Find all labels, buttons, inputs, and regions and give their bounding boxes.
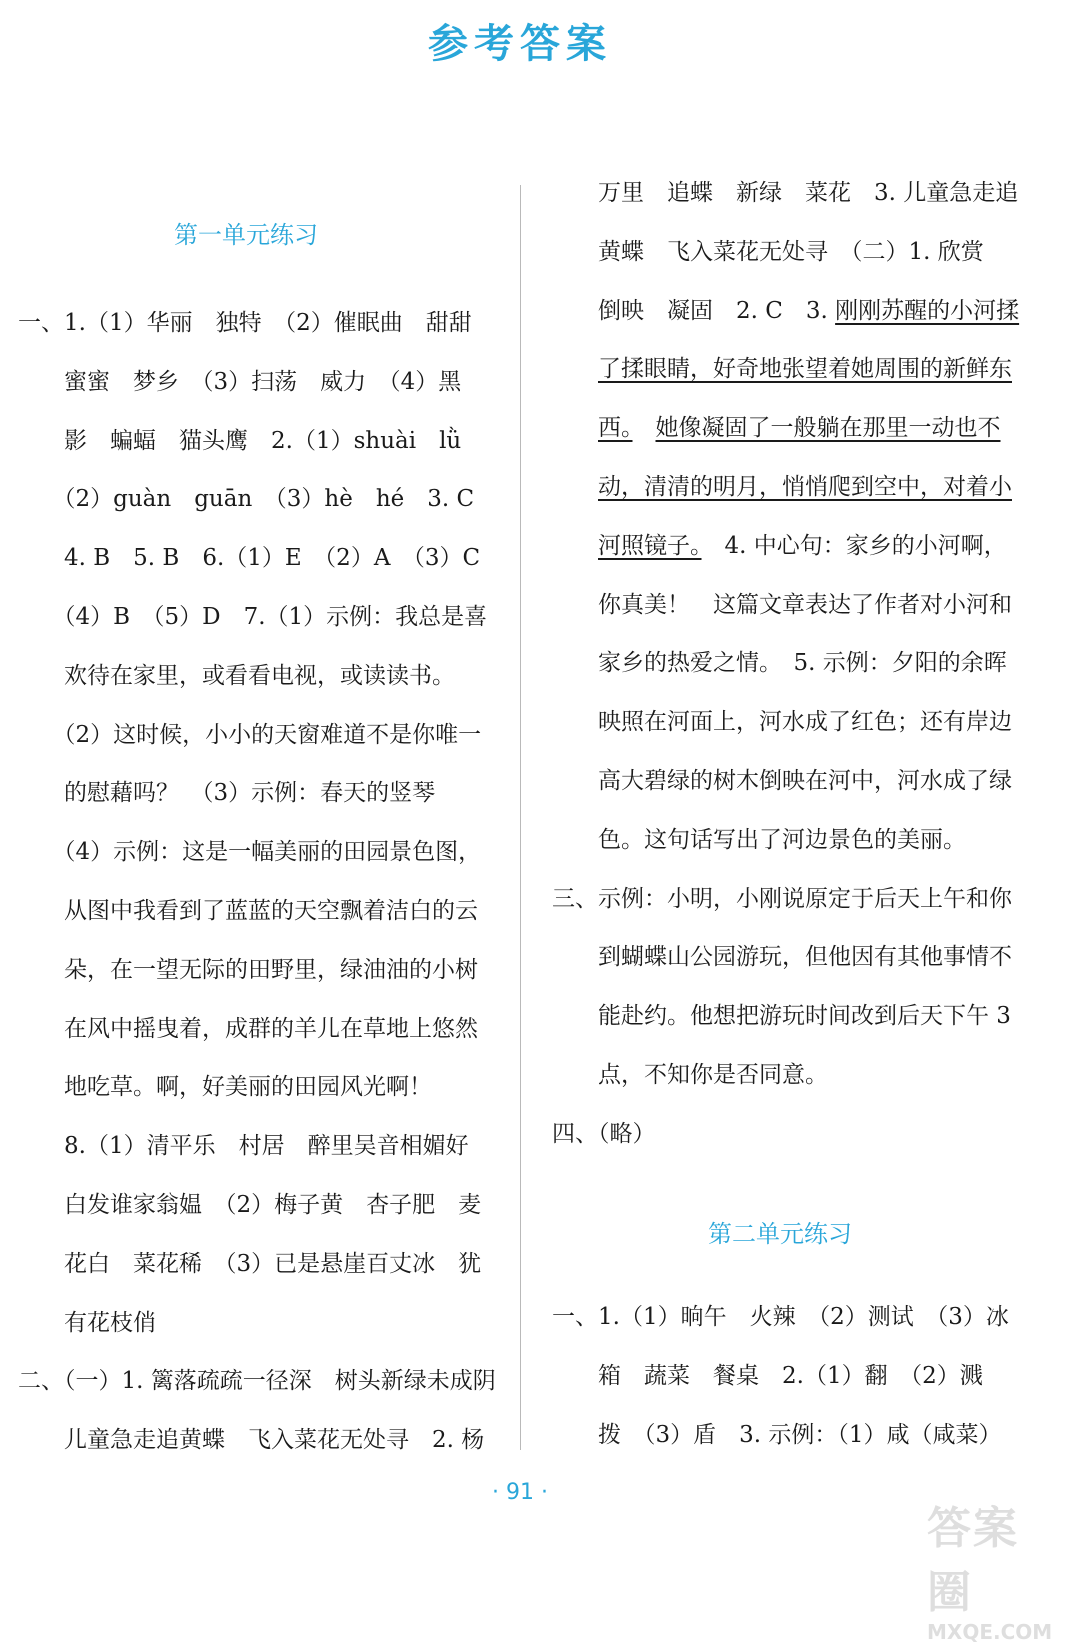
answer-line xyxy=(552,648,1007,678)
answer-line: 拨 （3）盾 3. 示例：（1）咸（咸菜） xyxy=(552,1421,1002,1448)
answer-text: 三、示例：小明，小刚说原定于后天上午和你 xyxy=(552,885,1012,912)
page-number: · 91 · xyxy=(492,1480,548,1505)
underlined-answer-text: 动，清清的明月，悄悄爬到空中，对着小 xyxy=(598,474,1012,500)
section-heading-unit-2: 第二单元练习 xyxy=(708,1220,852,1248)
answer-line: （2）这时候，小小的天窗难道不是你唯一 xyxy=(18,721,482,748)
answer-line xyxy=(552,531,1007,561)
answer-line: 在风中摇曳着，成群的羊儿在草地上悠然 xyxy=(18,1015,478,1042)
answer-line: 影 蝙蝠 猫头鹰 2.（1）shuài lǜ xyxy=(18,427,462,454)
answer-line: 欢待在家里，或看看电视，或读读书。 xyxy=(18,662,455,689)
answer-text: 万里 追蝶 新绿 菜花 3. 儿童急走追 xyxy=(552,180,1019,206)
answer-text: 到蝴蝶山公园游玩，但他因有其他事情不 xyxy=(552,944,1012,971)
underlined-answer-text: 了揉眼睛，好奇地张望着她周围的新鲜东 xyxy=(598,356,1012,383)
answer-line xyxy=(552,413,1001,443)
answer-text: 能赴约。他想把游玩时间改到后天下午 3 xyxy=(552,1003,1011,1030)
answer-line: 蜜蜜 梦乡 （3）扫荡 威力 （4）黑 xyxy=(18,368,462,395)
answer-line: 有花枝俏 xyxy=(18,1309,156,1336)
watermark-url: MXQE.COM xyxy=(927,1620,1053,1644)
underlined-answer-text: 刚刚苏醒的小河揉 xyxy=(835,297,1020,324)
underlined-answer-text: 西。 xyxy=(598,415,633,442)
answer-text: 你真美！ 这篇文章表达了作者对小河和 xyxy=(552,591,1012,618)
answer-line xyxy=(552,590,1012,620)
watermark-logo xyxy=(927,1492,1057,1644)
page-title: 参考答案 xyxy=(428,21,612,67)
answer-text: 色。这句话写出了河边景色的美丽。 xyxy=(552,826,966,853)
answer-line xyxy=(552,825,966,855)
answer-line xyxy=(552,472,1012,502)
answer-line xyxy=(552,707,1012,737)
column-divider xyxy=(520,185,521,1450)
answer-line: 箱 蔬菜 餐桌 2.（1）翻 （2）溅 xyxy=(552,1362,983,1389)
answer-line xyxy=(552,884,1012,914)
answer-line: 地吃草。啊，好美丽的田园风光啊！ xyxy=(18,1074,432,1101)
watermark-brand: 答案圈 xyxy=(927,1503,1019,1618)
underlined-answer-text: 河照镜子。 xyxy=(598,532,702,559)
answer-text: 家乡的热爱之情。 5. 示例：夕阳的余晖 xyxy=(552,650,1007,677)
answer-line xyxy=(552,178,1018,208)
answer-line: （4）示例：这是一幅美丽的田园景色图， xyxy=(18,839,482,866)
answer-line xyxy=(552,296,1019,326)
answer-text: 黄蝶 飞入菜花无处寻 （二）1. 欣赏 xyxy=(552,238,984,265)
answer-line: 一、1.（1）华丽 独特 （2）催眠曲 甜甜 xyxy=(18,310,472,336)
answer-line: 儿童急走追黄蝶 飞入菜花无处寻 2. 杨 xyxy=(18,1427,485,1454)
answer-line xyxy=(552,354,1012,384)
answer-line: 从图中我看到了蓝蓝的天空飘着洁白的云 xyxy=(18,898,478,924)
answer-text: 四、（略） xyxy=(552,1120,656,1147)
section-heading-unit-1: 第一单元练习 xyxy=(174,221,318,249)
answer-line: 4. B 5. B 6.（1）E （2）A （3）C xyxy=(18,545,481,572)
answer-line: 白发谁家翁媪 （2）梅子黄 杏子肥 麦 xyxy=(18,1192,482,1218)
underlined-answer-text: 她像凝固了一般躺在那里一动也不 xyxy=(655,415,1001,442)
answer-text: 4. 中心句：家乡的小河啊， xyxy=(701,532,1007,559)
answer-line: 8.（1）清平乐 村居 醉里吴音相媚好 xyxy=(18,1133,469,1160)
answer-text: 倒映 凝固 2. C 3. xyxy=(552,297,836,324)
answer-line: （4）B （5）D 7.（1）示例：我总是喜 xyxy=(18,604,488,630)
answer-line: 的慰藉吗？ （3）示例：春天的竖琴 xyxy=(18,780,436,807)
answer-line xyxy=(552,1119,656,1149)
answer-text: 映照在河面上，河水成了红色；还有岸边 xyxy=(552,709,1012,736)
answer-line: 二、（一）1. 篱落疏疏一径深 树头新绿未成阴 xyxy=(18,1368,496,1395)
answer-line xyxy=(552,1001,1011,1031)
answer-line: 花白 菜花稀 （3）已是悬崖百丈冰 犹 xyxy=(18,1250,482,1277)
answer-line xyxy=(552,1060,828,1090)
answer-line xyxy=(552,766,1012,796)
answer-line: （2）guàn guān （3）hè hé 3. C xyxy=(18,486,475,513)
answer-text xyxy=(633,415,656,441)
answer-text: 高大碧绿的树木倒映在河中，河水成了绿 xyxy=(552,768,1012,794)
answer-line: 朵，在一望无际的田野里，绿油油的小树 xyxy=(18,956,478,983)
answer-text: 点，不知你是否同意。 xyxy=(552,1062,828,1088)
answer-line xyxy=(552,942,1012,972)
answer-line xyxy=(552,237,984,267)
answer-line: 一、1.（1）晌午 火辣 （2）测试 （3）冰 xyxy=(552,1304,1009,1330)
